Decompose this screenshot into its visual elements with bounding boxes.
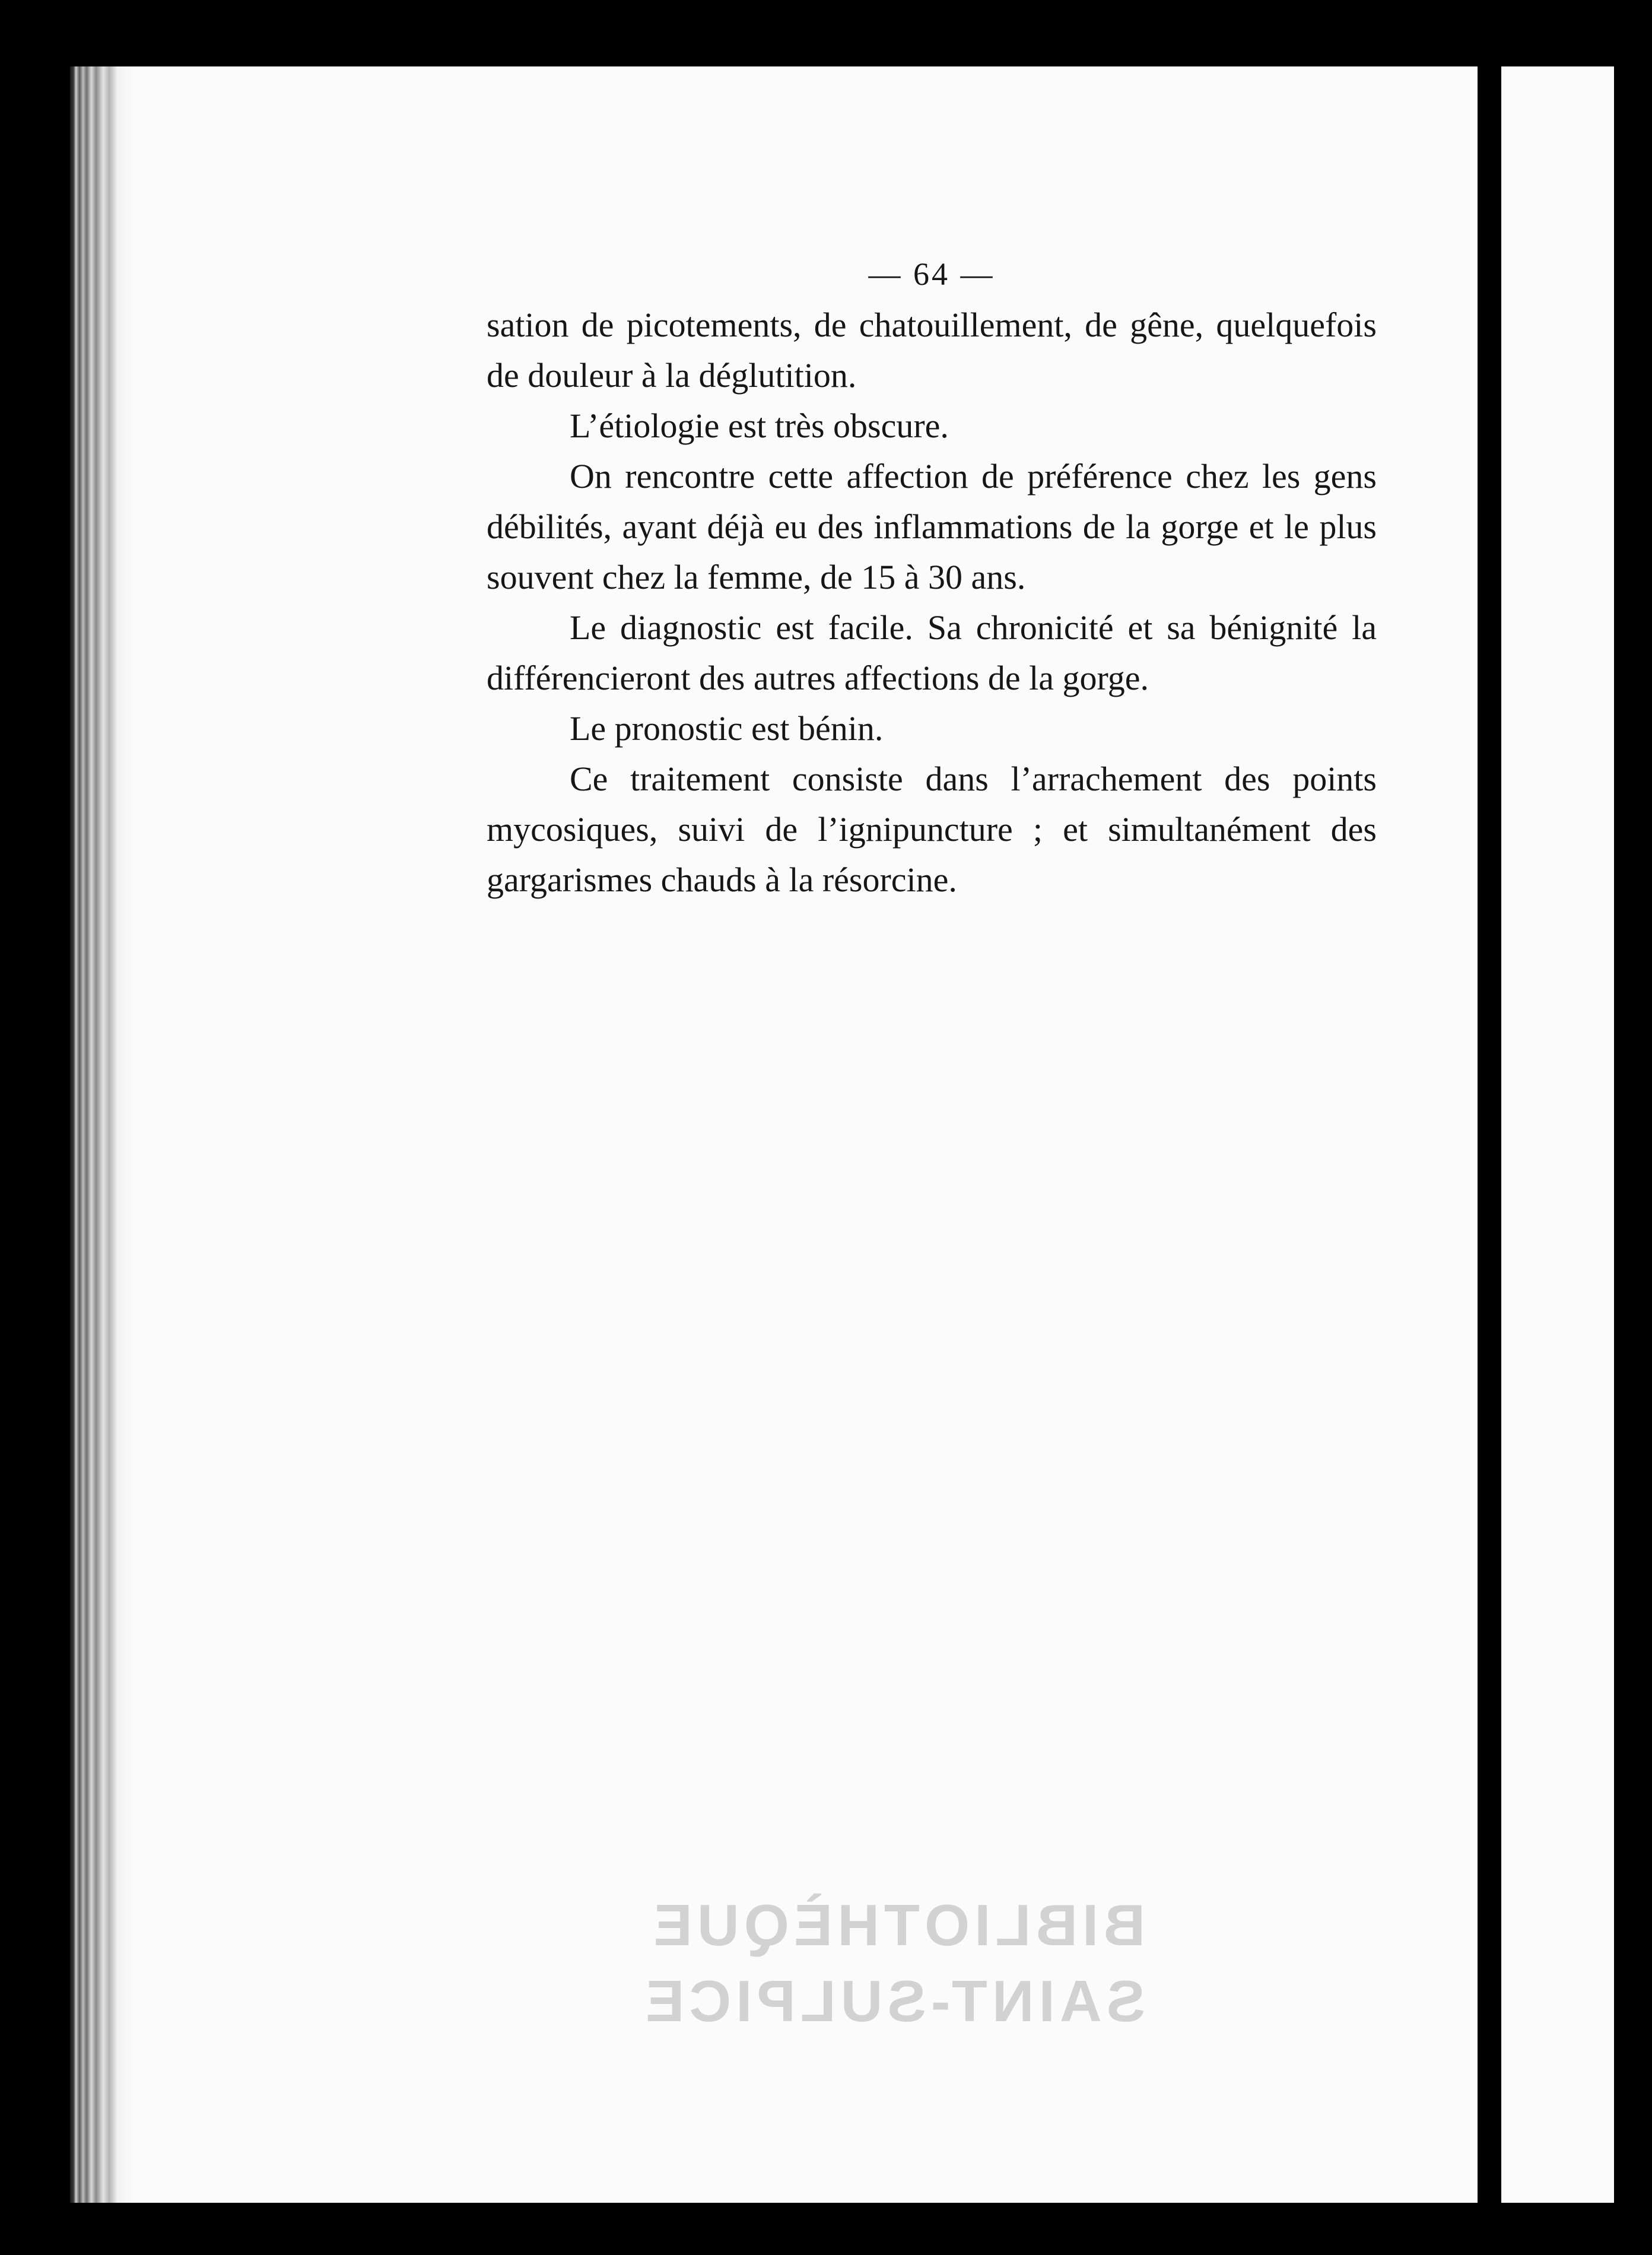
adjacent-page-edge [1501,66,1614,2203]
page-text-block [487,249,1377,905]
paragraph-1: sation de picotements, de chatouillement, de gêne, quelquefois de douleur à la déglutition. [487,306,1377,395]
paragraph-2: L’étiologie est très obscure. [570,406,949,445]
paragraph-5: Le pronostic est bénin. [570,709,884,748]
paragraph-3: On rencontre cette affection de préférence chez les gens débilités, ayant déjà eu des inflammations de la gorge et le plus souvent chez la femme, de 15 à 30 ans. [487,457,1377,596]
stamp-line-2: SAINT-SULPICE [641,1968,1145,2034]
paragraph-4: Le diagnostic est facile. Sa chronicité et sa bénignité la différencieront des autres affections de la gorge. [487,608,1377,697]
page-stack-edge [70,66,135,2203]
page-number: — 64 — [868,256,995,292]
paragraph-6: Ce traitement consiste dans l’arrachement des points mycosiques, suivi de l’ignipuncture ; et simultanément des gargarismes chauds à la résorcine. [487,760,1377,899]
stamp-line-1: BIBLIOTHÈQUE [649,1892,1145,1958]
library-stamp [641,1887,1145,2039]
